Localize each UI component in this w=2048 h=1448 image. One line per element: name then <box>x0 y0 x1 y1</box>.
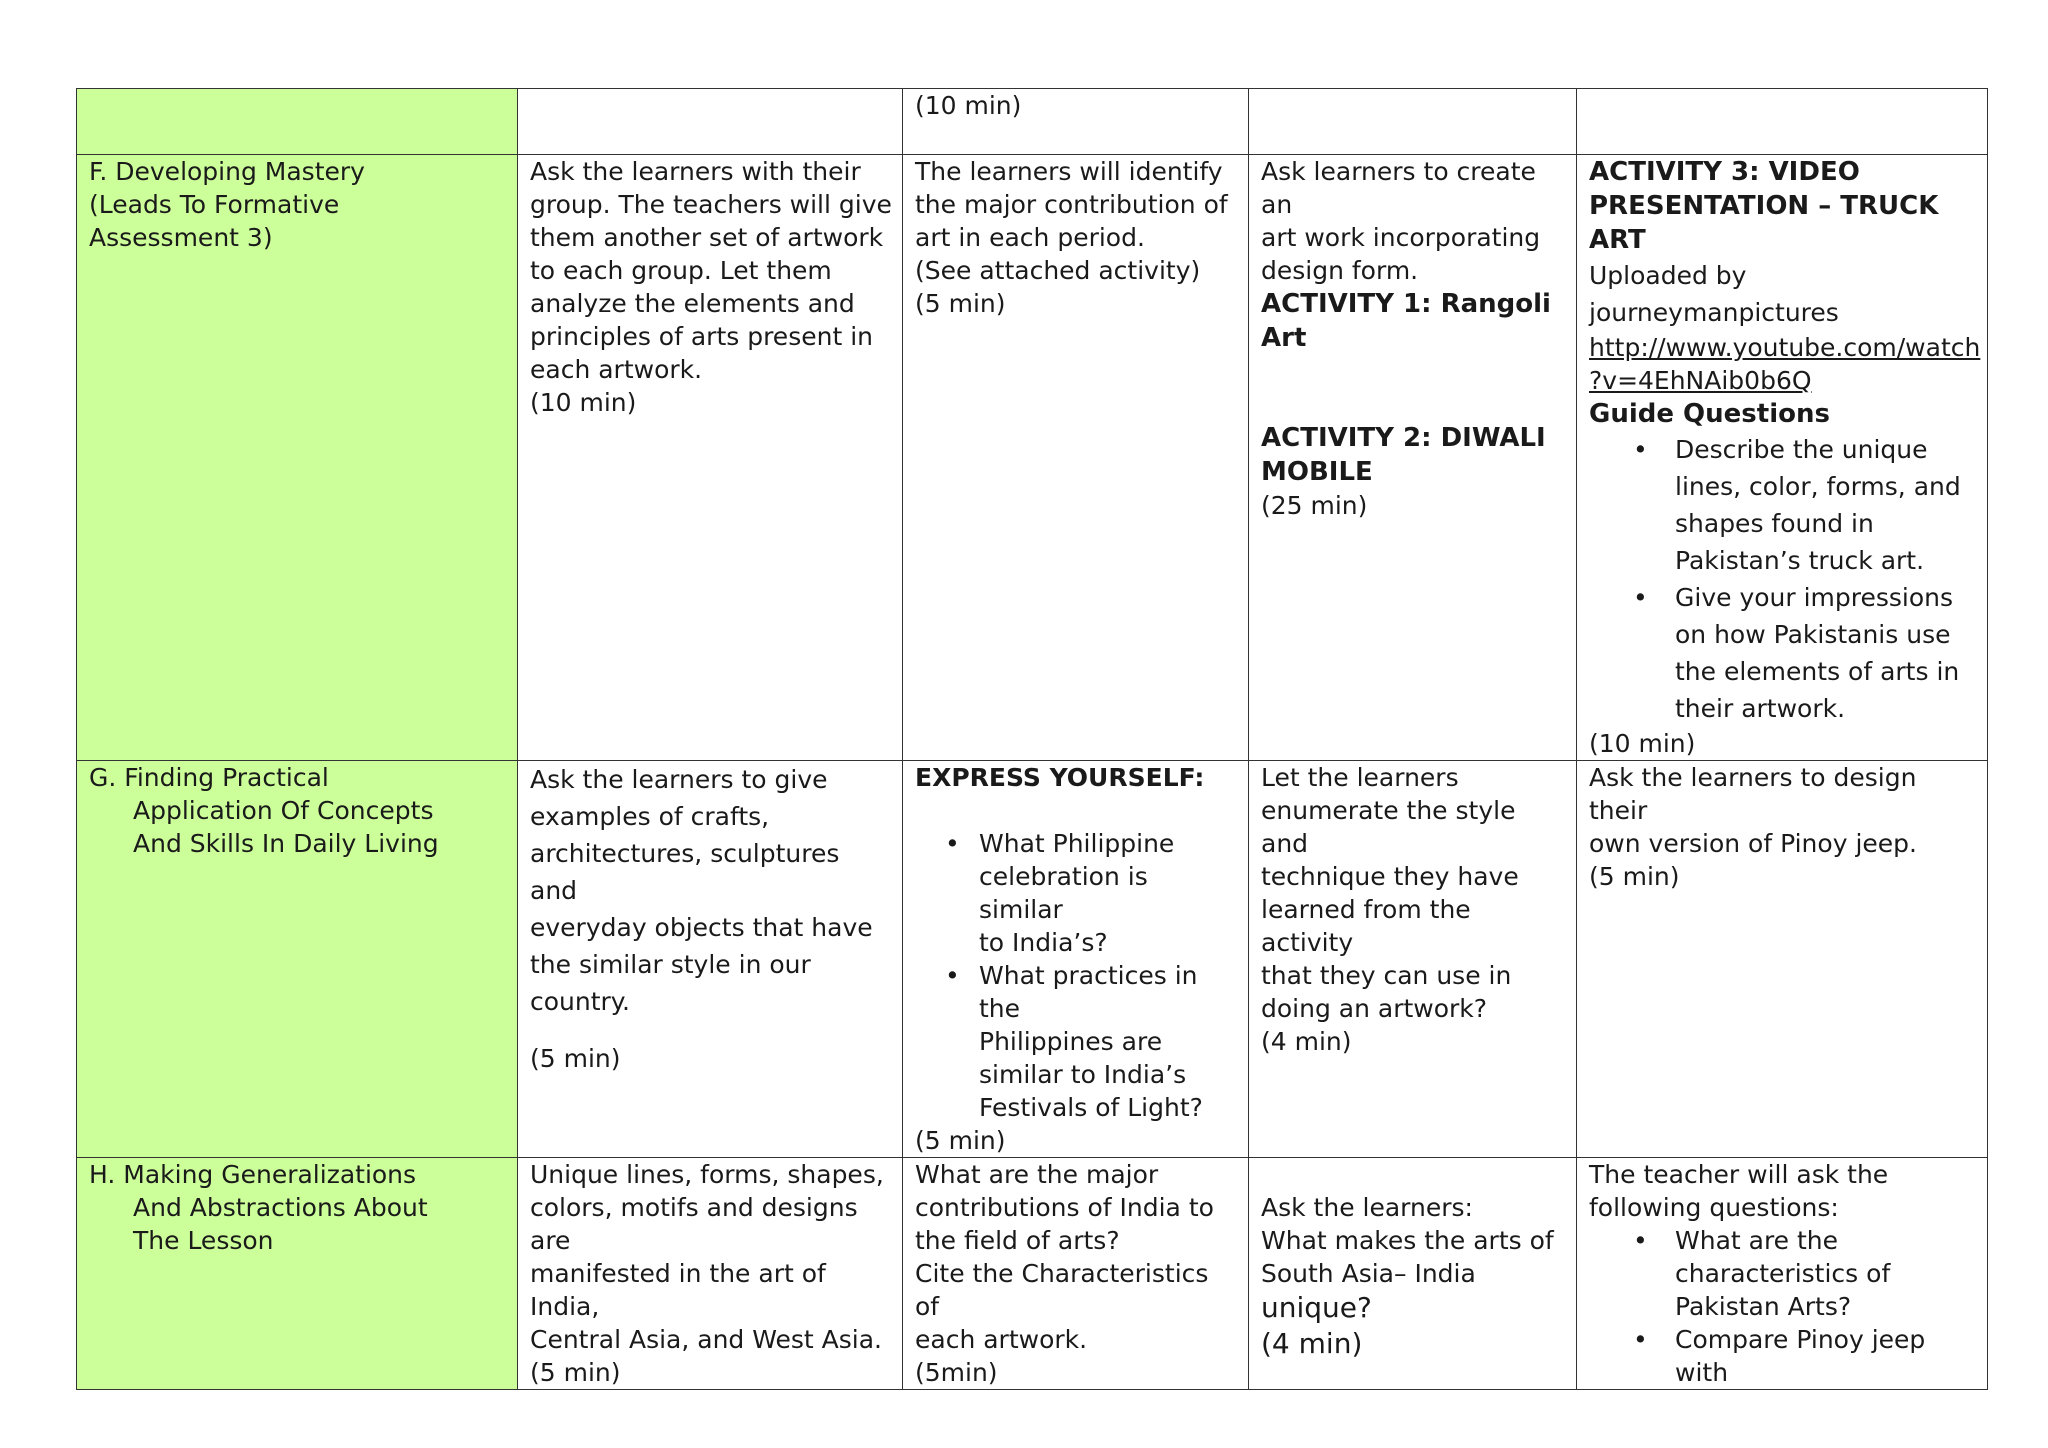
time-text: (4 min) <box>1261 1327 1363 1360</box>
cell-h-col3 <box>903 1158 1249 1390</box>
time-text: (5 min) <box>915 289 1006 318</box>
list-item <box>915 959 1238 1124</box>
text-line: art work incorporating <box>1261 223 1541 252</box>
spacer <box>1261 1158 1566 1191</box>
list-item <box>1589 579 1977 727</box>
row-label-line: And Abstractions About <box>133 1193 428 1222</box>
time-text: (10 min) <box>915 91 1022 120</box>
row-label-line: Assessment 3) <box>89 223 273 252</box>
time-text: (25 min) <box>1261 491 1368 520</box>
row-label-developing-mastery <box>77 155 518 761</box>
cell-continued-col3 <box>903 89 1249 155</box>
text-line: characteristics of <box>1675 1259 1891 1288</box>
text-line: celebration is similar <box>979 862 1148 924</box>
row-label-line: (Leads To Formative <box>89 190 340 219</box>
table-row-developing-mastery <box>77 155 1988 761</box>
text-line: group. The teachers will give <box>530 190 892 219</box>
text-line: What are the major <box>915 1160 1159 1189</box>
cell-f-col2 <box>518 155 903 761</box>
text-line: Central Asia, and West Asia. <box>530 1325 882 1354</box>
time-text: (5 min) <box>915 1126 1006 1155</box>
text-line: Ask the learners with their <box>530 157 861 186</box>
cell-f-col3 <box>903 155 1249 761</box>
activity-2-title: ACTIVITY 2: DIWALI <box>1261 423 1546 453</box>
row-label-line: F. Developing Mastery <box>89 157 365 186</box>
cell-continued-col4 <box>1249 89 1577 155</box>
time-text: (10 min) <box>1589 729 1696 758</box>
list-item <box>1589 1323 1977 1389</box>
row-label-generalizations <box>77 1158 518 1390</box>
text-line: following questions: <box>1589 1193 1839 1222</box>
text-line: their artwork. <box>1675 694 1846 723</box>
text-line: Let the learners <box>1261 763 1459 792</box>
row-label-line: The Lesson <box>133 1226 274 1255</box>
activity-3-title: PRESENTATION – TRUCK <box>1589 191 1939 221</box>
cell-continued-col2 <box>518 89 903 155</box>
activity-3-title: ART <box>1589 225 1646 255</box>
text-line: to each group. Let them <box>530 256 832 285</box>
text-line: doing an artwork? <box>1261 994 1488 1023</box>
table-row-practical-application <box>77 761 1988 1158</box>
lesson-plan-table <box>76 88 1988 1390</box>
list-item <box>1589 1224 1977 1323</box>
time-text: (5 min) <box>1589 862 1680 891</box>
table-row-generalizations <box>77 1158 1988 1390</box>
text-line: Pakistan Arts? <box>1675 1292 1852 1321</box>
text-line: • Describe the unique <box>1675 435 1928 464</box>
text-line: Unique lines, forms, shapes, <box>530 1160 884 1189</box>
text-line: lines, color, forms, and <box>1675 472 1961 501</box>
text-line: on how Pakistanis use <box>1675 620 1951 649</box>
text-line: (See attached activity) <box>915 256 1201 285</box>
activity-3-title: ACTIVITY 3: VIDEO <box>1589 157 1860 187</box>
text-line: • What are the <box>1675 1226 1839 1255</box>
text-line: each artwork. <box>530 355 703 384</box>
row-label-line: Application Of Concepts <box>133 796 434 825</box>
activity-1-title: ACTIVITY 1: Rangoli <box>1261 289 1551 319</box>
text-line: the elements of arts in <box>1675 657 1960 686</box>
text-line: each artwork. <box>915 1325 1088 1354</box>
text-line: Ask the learners: <box>1261 1193 1473 1222</box>
text-line: the field of arts? <box>915 1226 1120 1255</box>
time-text: (4 min) <box>1261 1027 1352 1056</box>
cell-h-col4 <box>1249 1158 1577 1390</box>
text-line: the similar style in our <box>530 950 811 979</box>
activity-2-title: MOBILE <box>1261 457 1373 487</box>
text-line: Uploaded by <box>1589 261 1747 290</box>
text-line: examples of crafts, <box>530 802 770 831</box>
text-line: Pakistan’s truck art. <box>1675 546 1925 575</box>
text-line: unique? <box>1261 1291 1372 1324</box>
cell-g-col2 <box>518 761 903 1158</box>
text-line: South Asia– India <box>1261 1259 1476 1288</box>
text-line: Philippines are <box>979 1027 1163 1056</box>
text-line: principles of arts present in <box>530 322 873 351</box>
teacher-questions-list <box>1589 1224 1977 1389</box>
text-line: country. <box>530 987 630 1016</box>
text-line: learned from the activity <box>1261 895 1471 957</box>
list-item <box>915 827 1238 959</box>
table-row-continued <box>77 89 1988 155</box>
text-line: the major contribution of <box>915 190 1228 219</box>
text-line: them another set of artwork <box>530 223 884 252</box>
text-line: The teacher will ask the <box>1589 1160 1889 1189</box>
express-questions-list <box>915 827 1238 1124</box>
spacer <box>915 794 1238 827</box>
cell-g-col4 <box>1249 761 1577 1158</box>
text-line: colors, motifs and designs are <box>530 1193 858 1255</box>
text-line: art in each period. <box>915 223 1145 252</box>
time-text: (10 min) <box>530 388 637 417</box>
text-line: that they can use in <box>1261 961 1512 990</box>
row-label-line: H. Making Generalizations <box>89 1160 417 1189</box>
text-line: • What Philippine <box>979 829 1175 858</box>
text-line: technique they have <box>1261 862 1519 891</box>
cell-continued-col5 <box>1577 89 1988 155</box>
row-label-line: And Skills In Daily Living <box>133 829 439 858</box>
video-link[interactable]: ?v=4EhNAib0b6Q <box>1589 366 1812 395</box>
text-line: contributions of India to <box>915 1193 1214 1222</box>
row-label-practical-application <box>77 761 518 1158</box>
cell-h-col5 <box>1577 1158 1988 1390</box>
text-line: • Give your impressions <box>1675 583 1954 612</box>
text-line: • Compare Pinoy jeep with <box>1675 1325 1926 1387</box>
row-label-cell-continued <box>77 89 518 155</box>
time-text: (5 min) <box>530 1358 621 1387</box>
text-line: What makes the arts of <box>1261 1226 1554 1255</box>
text-line: Ask learners to create an <box>1261 157 1536 219</box>
cell-h-col2 <box>518 1158 903 1390</box>
cell-f-col5 <box>1577 155 1988 761</box>
text-line: manifested in the art of India, <box>530 1259 826 1321</box>
text-line: shapes found in <box>1675 509 1874 538</box>
text-line: similar to India’s <box>979 1060 1187 1089</box>
list-item <box>1589 431 1977 579</box>
guide-questions-list <box>1589 431 1977 727</box>
text-line: Festivals of Light? <box>979 1093 1203 1122</box>
spacer <box>1261 355 1566 421</box>
text-line: enumerate the style and <box>1261 796 1516 858</box>
text-line: design form. <box>1261 256 1419 285</box>
text-line: Cite the Characteristics of <box>915 1259 1209 1321</box>
text-line: Ask the learners to give <box>530 765 828 794</box>
cell-g-col5 <box>1577 761 1988 1158</box>
text-line: to India’s? <box>979 928 1108 957</box>
text-line: architectures, sculptures and <box>530 839 840 905</box>
text-line: journeymanpictures <box>1589 298 1839 327</box>
text-line: • What practices in the <box>979 961 1198 1023</box>
guide-questions-title: Guide Questions <box>1589 399 1830 429</box>
text-line: analyze the elements and <box>530 289 855 318</box>
text-line: Ask the learners to design their <box>1589 763 1917 825</box>
express-yourself-heading: EXPRESS YOURSELF: <box>915 763 1205 792</box>
video-link[interactable]: http://www.youtube.com/watch <box>1589 333 1981 362</box>
text-line: own version of Pinoy jeep. <box>1589 829 1917 858</box>
text-line: The learners will identify <box>915 157 1223 186</box>
cell-g-col3 <box>903 761 1249 1158</box>
text-line: everyday objects that have <box>530 913 873 942</box>
time-text: (5 min) <box>530 1044 621 1073</box>
time-text: (5min) <box>915 1358 998 1387</box>
row-label-line: G. Finding Practical <box>89 763 329 792</box>
cell-f-col4 <box>1249 155 1577 761</box>
activity-1-title: Art <box>1261 323 1307 353</box>
spacer <box>530 1020 892 1042</box>
